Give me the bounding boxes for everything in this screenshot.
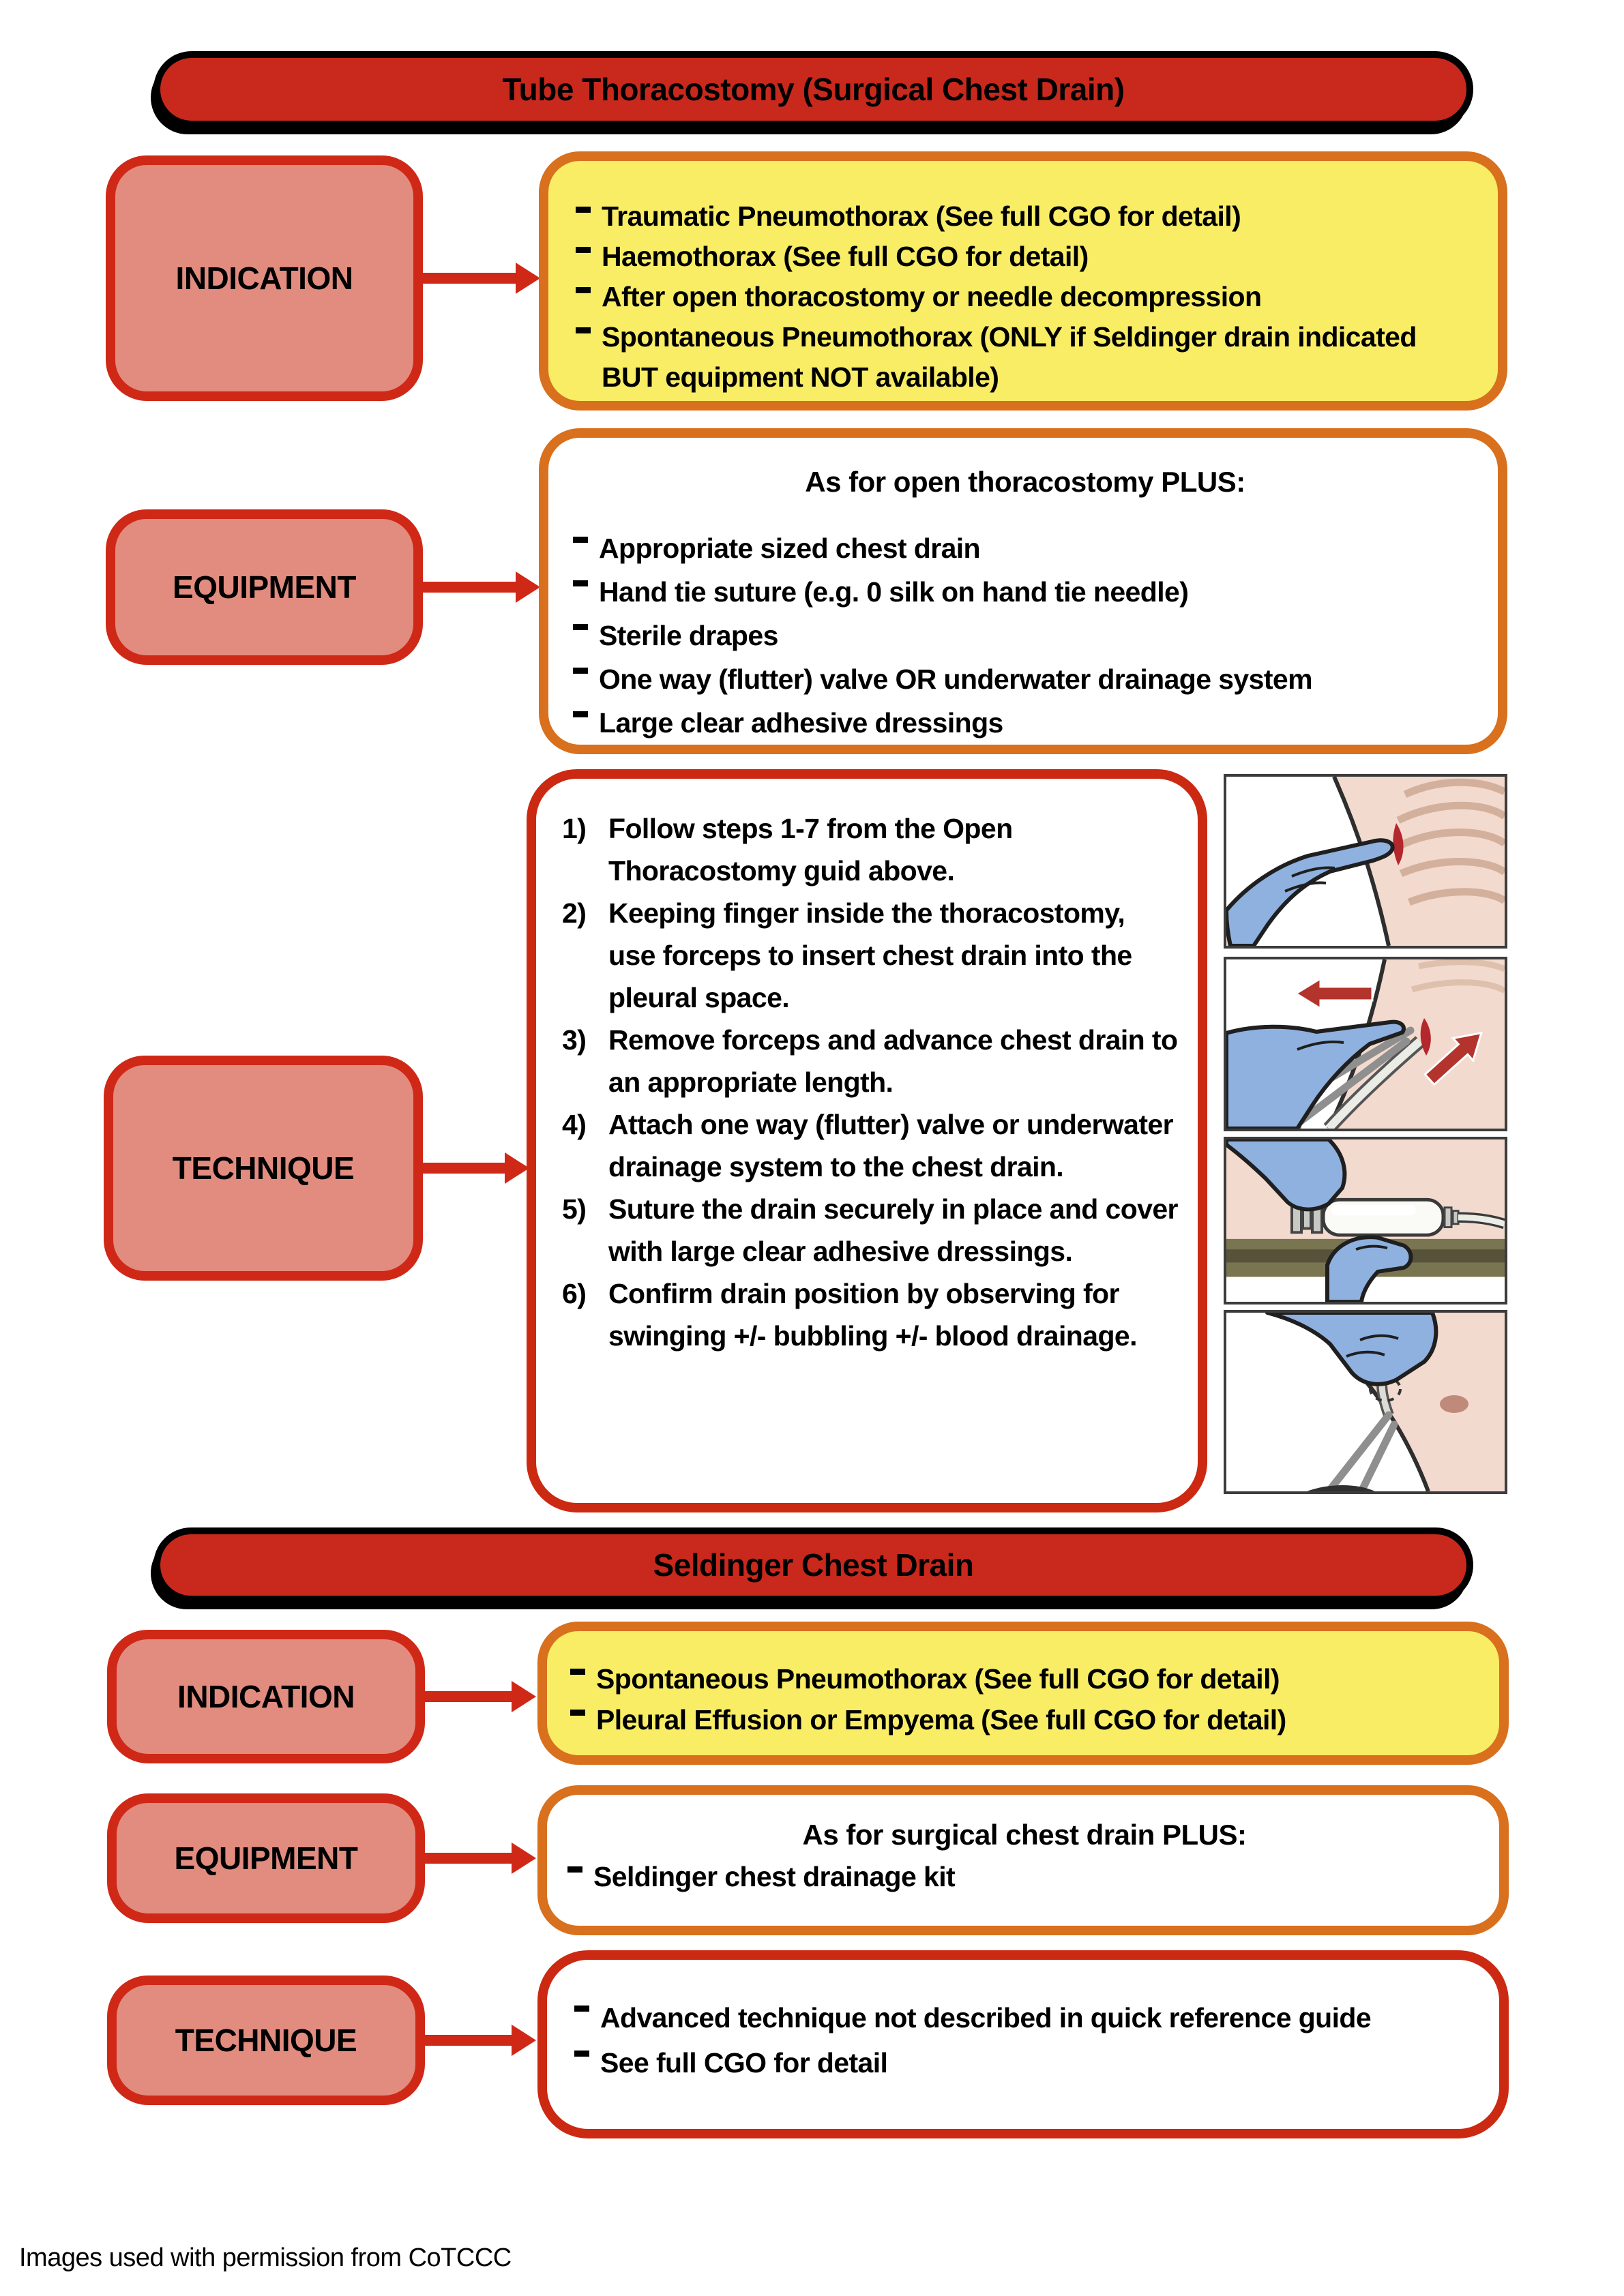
label-technique-2 (107, 1976, 425, 2105)
technique-illustration-4 (1224, 1310, 1507, 1494)
list-item (573, 614, 1477, 657)
finger-inside-thoracostomy-illustration (1226, 777, 1505, 946)
bullet-text: Hand tie suture (e.g. 0 silk on hand tie needle) (599, 576, 1189, 608)
arrowhead-icon (516, 263, 540, 294)
list-item (570, 1658, 1481, 1699)
label-equipment-2 (107, 1793, 425, 1923)
technique-step (562, 1103, 1179, 1188)
arrowhead-icon (512, 1843, 536, 1874)
forceps-inserting-chest-drain-illustration (1226, 959, 1505, 1129)
attaching-flutter-valve-illustration (1226, 1139, 1505, 1302)
bullet-text: Spontaneous Pneumothorax (ONLY if Seldinger drain indicated BUT equipment NOT available) (602, 321, 1417, 393)
step-text: Follow steps 1-7 from the Open Thoracostomy guid above. (608, 813, 1013, 886)
step-number: 5) (562, 1193, 587, 1225)
technique-illustration-1 (1224, 774, 1507, 949)
arrow-equipment-1 (417, 582, 517, 593)
label-technique-1 (104, 1056, 423, 1281)
dash-bullet-icon (570, 1710, 585, 1716)
advancing-drain-with-forceps-illustration (1226, 1313, 1505, 1491)
list-item (576, 277, 1477, 317)
dash-bullet-icon (574, 2051, 589, 2057)
list-item (573, 701, 1477, 745)
dash-bullet-icon (570, 1669, 585, 1675)
label-text: TECHNIQUE (172, 1150, 355, 1186)
bullet-text: Spontaneous Pneumothorax (See full CGO for detail) (596, 1663, 1280, 1695)
bullet-text: One way (flutter) valve OR underwater drainage system (599, 664, 1312, 695)
step-text: Keeping finger inside the thoracostomy, use forceps to insert chest drain into the pleural space. (608, 897, 1132, 1013)
dash-bullet-icon (573, 668, 588, 674)
list-item (574, 2040, 1481, 2085)
dash-bullet-icon (576, 207, 591, 213)
arrowhead-icon (512, 1681, 536, 1712)
dash-bullet-icon (576, 327, 591, 333)
step-text: Remove forceps and advance chest drain to an appropriate length. (608, 1024, 1178, 1098)
step-number: 1) (562, 813, 587, 844)
bullet-text: Sterile drapes (599, 620, 778, 651)
technique-step (562, 1019, 1179, 1103)
label-text: EQUIPMENT (173, 569, 356, 605)
arrowhead-icon (516, 571, 540, 603)
dash-bullet-icon (567, 1866, 582, 1873)
list-item (570, 1699, 1481, 1740)
label-text: INDICATION (177, 1679, 355, 1714)
step-text: Attach one way (flutter) valve or underwater drainage system to the chest drain. (608, 1109, 1173, 1182)
list-item (574, 1995, 1481, 2040)
list-item (576, 196, 1477, 237)
bullet-text: Haemothorax (See full CGO for detail) (602, 241, 1089, 272)
arrow-indication-2 (419, 1691, 513, 1702)
step-number: 4) (562, 1109, 587, 1140)
box-heading: As for open thoracostomy PLUS: (805, 466, 1245, 498)
equipment-box-1 (539, 428, 1507, 754)
dash-bullet-icon (573, 624, 588, 630)
bullet-text: Advanced technique not described in quick reference guide (600, 2002, 1372, 2033)
bullet-text: Appropriate sized chest drain (599, 533, 981, 564)
box-heading: As for surgical chest drain PLUS: (802, 1819, 1247, 1851)
bullet-text: See full CGO for detail (600, 2047, 888, 2078)
list-item (567, 1856, 1481, 1897)
technique-step (562, 1188, 1179, 1272)
step-number: 2) (562, 897, 587, 929)
indication-box-2 (537, 1622, 1509, 1765)
label-indication-1 (106, 155, 423, 401)
step-text: Confirm drain position by observing for swinging +/- bubbling +/- blood drainage. (608, 1278, 1137, 1352)
image-credit-note: Images used with permission from CoTCCC (19, 2243, 512, 2272)
label-text: EQUIPMENT (174, 1840, 358, 1876)
technique-illustration-2 (1224, 957, 1507, 1131)
section-title: Tube Thoracostomy (Surgical Chest Drain) (502, 72, 1125, 107)
indication-box-1 (539, 151, 1507, 411)
technique-step (562, 807, 1179, 892)
dash-bullet-icon (573, 537, 588, 543)
step-text: Suture the drain securely in place and cover with large clear adhesive dressings. (608, 1193, 1178, 1267)
dash-bullet-icon (573, 711, 588, 717)
step-number: 3) (562, 1024, 587, 1056)
technique-step (562, 892, 1179, 1019)
list-item (573, 657, 1477, 701)
technique-illustration-3 (1224, 1137, 1507, 1304)
arrow-technique-2 (419, 2035, 513, 2046)
label-text: INDICATION (175, 260, 353, 296)
arrow-technique-1 (417, 1163, 506, 1174)
list-item (573, 570, 1477, 614)
arrow-equipment-2 (419, 1853, 513, 1864)
bullet-text: Large clear adhesive dressings (599, 707, 1003, 739)
section-title: Seldinger Chest Drain (653, 1547, 974, 1583)
label-equipment-1 (106, 509, 423, 665)
dash-bullet-icon (576, 247, 591, 253)
technique-box-1 (527, 769, 1207, 1512)
dash-bullet-icon (574, 2006, 589, 2012)
list-item (576, 317, 1477, 398)
section-header-tube-thoracostomy (153, 51, 1473, 128)
label-text: TECHNIQUE (175, 2023, 357, 2058)
technique-step (562, 1272, 1179, 1357)
bullet-text: Traumatic Pneumothorax (See full CGO for detail) (602, 200, 1241, 232)
technique-box-2 (537, 1950, 1509, 2138)
list-item (576, 237, 1477, 277)
step-number: 6) (562, 1278, 587, 1309)
dash-bullet-icon (573, 580, 588, 586)
section-header-seldinger (153, 1527, 1473, 1602)
dash-bullet-icon (576, 287, 591, 293)
bullet-text: Pleural Effusion or Empyema (See full CGO for detail) (596, 1704, 1286, 1735)
arrow-indication-1 (417, 273, 517, 284)
list-item (573, 526, 1477, 570)
label-indication-2 (107, 1630, 425, 1763)
arrowhead-icon (512, 2025, 536, 2056)
equipment-box-2 (537, 1785, 1509, 1935)
arrowhead-icon (505, 1152, 529, 1184)
bullet-text: Seldinger chest drainage kit (593, 1861, 956, 1892)
bullet-text: After open thoracostomy or needle decompression (602, 281, 1262, 312)
